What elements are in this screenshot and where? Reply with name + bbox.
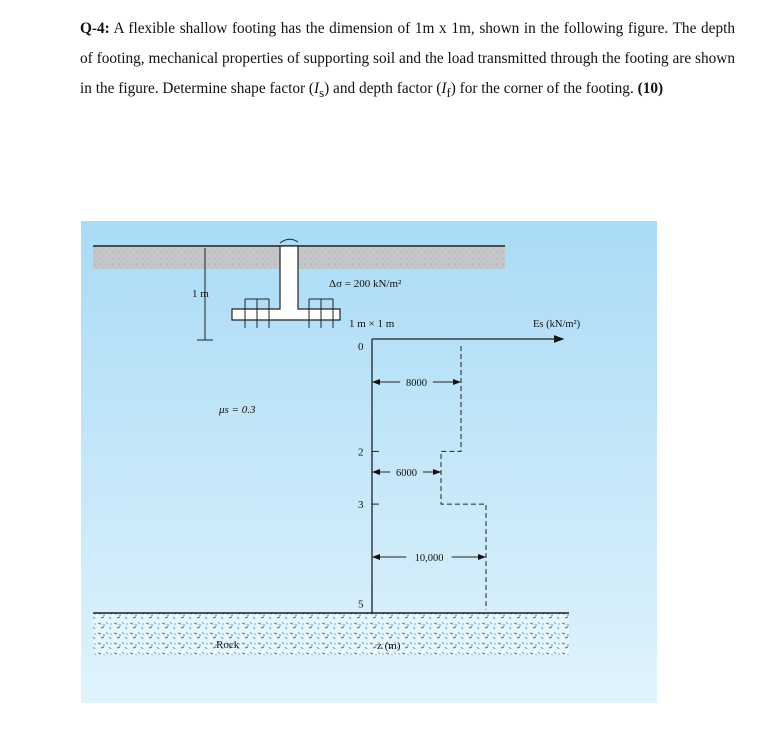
depth-tick-label: 3 <box>358 499 364 512</box>
question-text-part-3: ) for the corner of the footing. <box>450 80 638 97</box>
ground-surface <box>93 246 505 269</box>
footing-size-label: 1 m × 1 m <box>349 318 395 330</box>
poisson-label: μs = 0.3 <box>219 404 256 416</box>
modulus-axis-label: Es (kN/m²) <box>533 319 581 330</box>
rock-layer <box>93 613 569 655</box>
question-label: Q-4: <box>80 20 110 37</box>
question-text-part-2: ) and depth factor ( <box>324 80 442 97</box>
shape-factor-symbol: I <box>314 80 320 97</box>
shape-factor-subscript: s <box>319 86 325 101</box>
rock-label: Rock <box>216 639 240 651</box>
question-marks: (10) <box>637 80 664 97</box>
stress-label: Δσ = 200 kN/m² <box>329 278 402 290</box>
depth-label: 1 m <box>192 288 209 300</box>
layer-modulus-label: 10,000 <box>414 553 444 564</box>
footing-figure <box>81 221 657 703</box>
footing-diagram <box>81 221 657 703</box>
question-paragraph <box>80 14 735 108</box>
depth-tick-label: 2 <box>358 446 364 459</box>
depth-factor-subscript: f <box>446 86 451 101</box>
depth-axis-label: z (m) <box>377 640 401 652</box>
depth-factor-symbol: I <box>441 80 447 97</box>
question-text-part-1: A flexible shallow footing has the dimension of 1m x 1m, shown in the following figure. The depth of footing, mechanical properties of supporting soil and the load transmitted through the footing are shown in the figure. Determine shape factor ( <box>80 20 735 97</box>
depth-tick-label: 5 <box>358 598 364 611</box>
question-text <box>80 14 735 108</box>
layer-modulus-label: 8000 <box>406 378 427 389</box>
depth-tick-label: 0 <box>358 341 364 353</box>
layer-modulus-label: 6000 <box>396 468 417 479</box>
